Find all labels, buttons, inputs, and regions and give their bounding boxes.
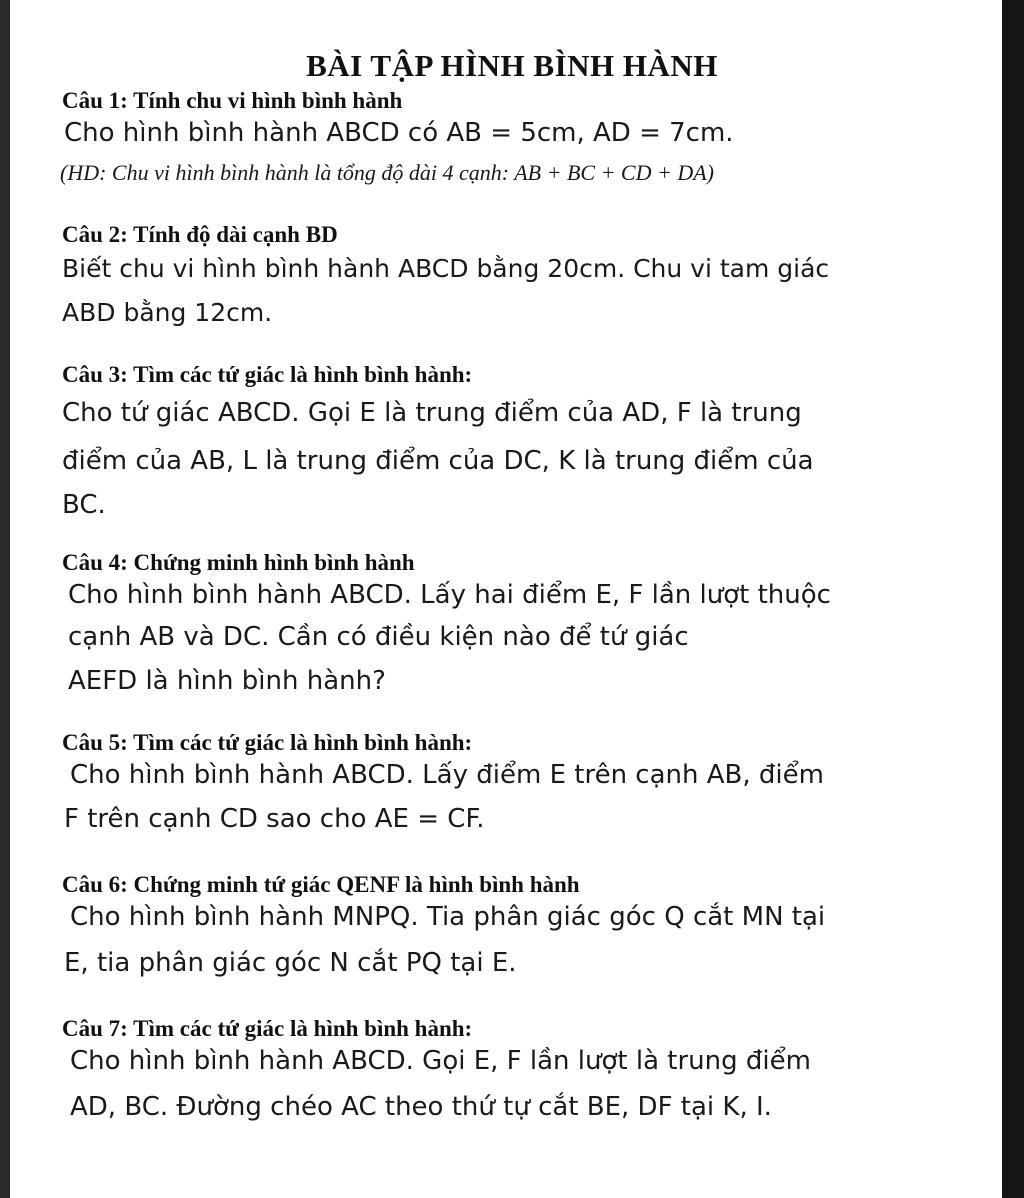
question-2-line-1: Biết chu vi hình bình hành ABCD bằng 20cm. Chu vi tam giác: [62, 254, 830, 283]
question-7-line-1: Cho hình bình hành ABCD. Gọi E, F lần lượt là trung điểm: [70, 1046, 811, 1076]
question-6-line-2: E, tia phân giác góc N cắt PQ tại E.: [64, 948, 517, 978]
question-5-line-2: F trên cạnh CD sao cho AE = CF.: [64, 804, 485, 834]
page-left-edge: [0, 0, 10, 1198]
question-6-line-1: Cho hình bình hành MNPQ. Tia phân giác góc Q cắt MN tại: [70, 902, 826, 932]
question-6-heading: Câu 6: Chứng minh tứ giác QENF là hình bình hành: [62, 872, 580, 897]
question-4-heading: Câu 4: Chứng minh hình bình hành: [62, 550, 415, 575]
worksheet-title: BÀI TẬP HÌNH BÌNH HÀNH: [306, 48, 718, 83]
question-5-line-1: Cho hình bình hành ABCD. Lấy điểm E trên cạnh AB, điểm: [70, 760, 824, 790]
question-3-line-2: điểm của AB, L là trung điểm của DC, K là trung điểm của: [62, 446, 814, 476]
question-3-heading: Câu 3: Tìm các tứ giác là hình bình hành:: [62, 362, 473, 387]
question-3-line-3: BC.: [62, 490, 106, 520]
question-1-line-1: Cho hình bình hành ABCD có AB = 5cm, AD = 7cm.: [64, 118, 734, 148]
question-1-hint: (HD: Chu vi hình bình hành là tổng độ dài 4 cạnh: AB + BC + CD + DA): [60, 160, 714, 185]
question-4-line-3: AEFD là hình bình hành?: [68, 666, 386, 696]
question-1-heading: Câu 1: Tính chu vi hình bình hành: [62, 88, 403, 113]
question-5-heading: Câu 5: Tìm các tứ giác là hình bình hành:: [62, 730, 473, 755]
question-7-line-2: AD, BC. Đường chéo AC theo thứ tự cắt BE, DF tại K, I.: [70, 1092, 772, 1122]
page-right-edge: [1002, 0, 1024, 1198]
question-7-heading: Câu 7: Tìm các tứ giác là hình bình hành:: [62, 1016, 473, 1041]
question-4-line-1: Cho hình bình hành ABCD. Lấy hai điểm E, F lần lượt thuộc: [68, 580, 831, 610]
question-3-line-1: Cho tứ giác ABCD. Gọi E là trung điểm của AD, F là trung: [62, 398, 802, 428]
question-2-heading: Câu 2: Tính độ dài cạnh BD: [62, 222, 338, 247]
question-2-line-2: ABD bằng 12cm.: [62, 298, 273, 327]
question-4-line-2: cạnh AB và DC. Cần có điều kiện nào để tứ giác: [68, 622, 689, 652]
